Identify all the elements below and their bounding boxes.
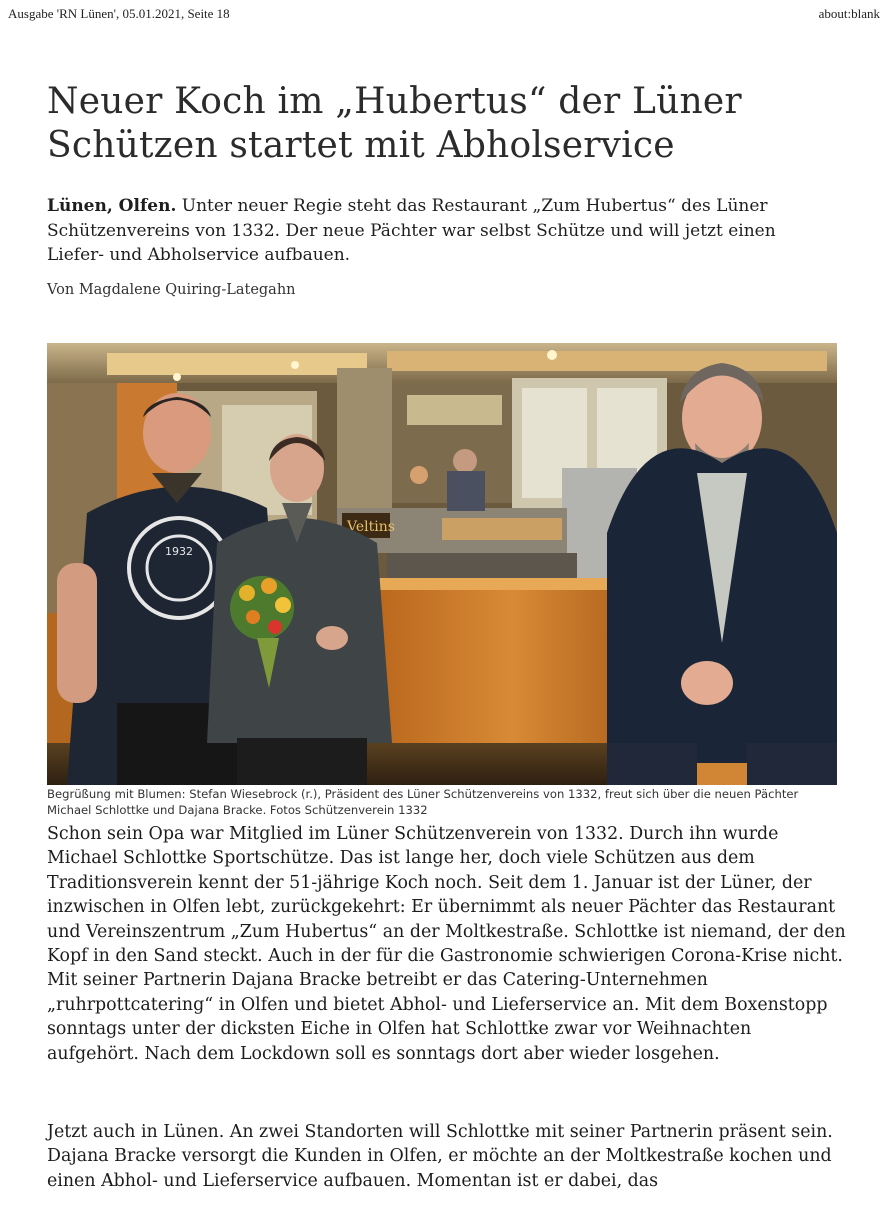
lead-text: Unter neuer Regie steht das Restaurant „Zum Hubertus“ des Lüner Schützenvereins von 1332. Der neue Pächter war selbst Schütze und will jetzt einen Liefer- und Abholservice aufbauen. xyxy=(47,196,776,265)
article-lead xyxy=(47,194,837,268)
print-edition-info: Ausgabe 'RN Lünen', 05.01.2021, Seite 18 xyxy=(8,6,230,21)
article-paragraph: Jetzt auch in Lünen. An zwei Standorten will Schlottke mit seiner Partnerin präsent sein. Dajana Bracke versorgt die Kunden in Olfen, er möchte an der Moltkestraße kochen und einen Abhol- und Lieferservice aufbauen. Momentan ist er dabei, das xyxy=(47,1122,833,1191)
article-headline: Neuer Koch im „Hubertus“ der Lüner Schützen startet mit Abholservice xyxy=(47,81,742,166)
sign-text: Veltins xyxy=(347,519,395,535)
article-photo xyxy=(47,343,837,785)
article-paragraph: Schon sein Opa war Mitglied im Lüner Schützenverein von 1332. Durch ihn wurde Michael Schlottke Sportschütze. Das ist lange her, doch viele Schützen aus dem Traditionsverein kennt der 51-jährige Koch noch. Seit dem 1. Januar ist der Lüner, der inzwischen in Olfen lebt, zurückgekehrt: Er übernimmt als neuer Pächter das Restaurant und Vereinszentrum „Zum Hubertus“ an der Moltkestraße. Schlottke ist niemand, der den Kopf in den Sand steckt. Auch in der für die Gastronomie schwierigen Corona-Krise nicht. Mit seiner Partnerin Dajana Bracke betreibt er das Catering-Unternehmen „ruhrpottcatering“ in Olfen und bietet Abhol- und Lieferservice an. Mit dem Boxenstopp sonntags unter der dicksten Eiche in Olfen hat Schlottke zwar vor Weihnachten aufgehört. Nach dem Lockdown soll es sonntags dort aber wieder losgehen. xyxy=(47,824,846,1064)
lead-dateline: Lünen, Olfen. xyxy=(47,196,177,216)
shirt-text: 1932 xyxy=(165,545,193,558)
article-author: Von Magdalene Quiring-Lategahn xyxy=(47,282,296,298)
print-url: about:blank xyxy=(818,6,880,21)
print-header xyxy=(8,6,880,24)
photo-image xyxy=(47,343,837,785)
photo-caption: Begrüßung mit Blumen: Stefan Wiesebrock (r.), Präsident des Lüner Schützenvereins von 1332, freut sich über die neuen Pächter Michael Schlottke und Dajana Bracke. Fotos Schützenverein 1332 xyxy=(47,787,799,817)
